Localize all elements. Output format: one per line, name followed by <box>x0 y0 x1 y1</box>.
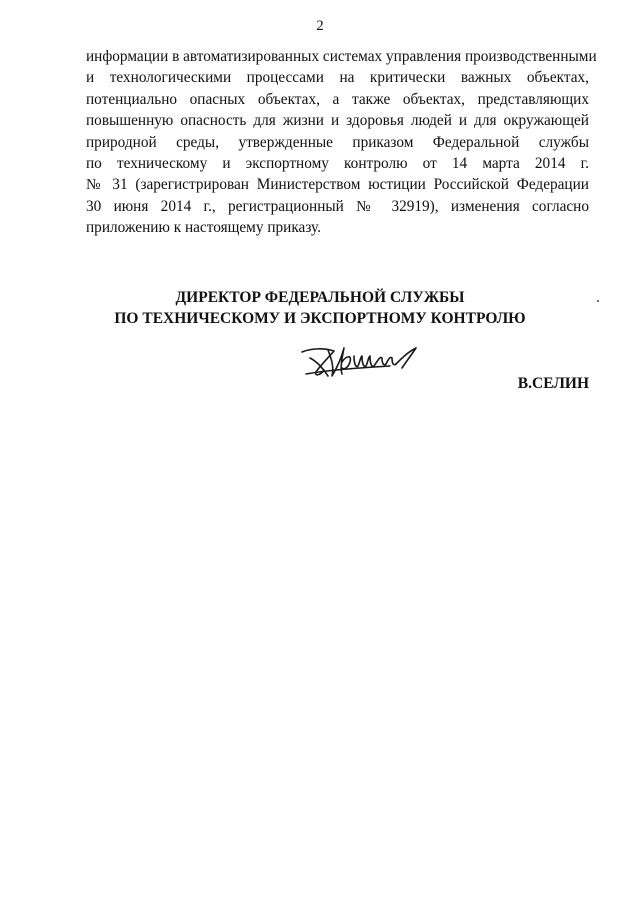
body-line: № 31 (зарегистрирован Министерством юстиции Российской Федерации <box>86 176 589 194</box>
body-line: природной среды, утвержденные приказом Федеральной службы <box>86 133 589 151</box>
signatory-title-line-1: ДИРЕКТОР ФЕДЕРАЛЬНОЙ СЛУЖБЫ <box>175 289 465 306</box>
body-line: повышенную опасность для жизни и здоровья людей и для окружающей <box>86 112 589 130</box>
body-line: 30 июня 2014 г., регистрационный № 32919), изменения согласно <box>86 197 589 215</box>
signatory-title-line-2: ПО ТЕХНИЧЕСКОМУ И ЭКСПОРТНОМУ КОНТРОЛЮ <box>114 310 526 327</box>
body-paragraph <box>86 46 597 239</box>
body-line: информации в автоматизированных системах управления производственными <box>86 48 597 65</box>
signer-name: В.СЕЛИН <box>517 375 589 392</box>
handwritten-signature <box>298 336 428 386</box>
page-number: 2 <box>316 18 324 34</box>
signatory-title <box>0 287 640 329</box>
scan-speck <box>597 300 599 302</box>
body-line: потенциально опасных объектах, а также объектах, представляющих <box>86 90 589 108</box>
body-line: по техническому и экспортному контролю от 14 марта 2014 г. <box>86 155 589 173</box>
body-line: и технологическими процессами на критически важных объектах, <box>86 69 589 87</box>
body-line: приложению к настоящему приказу. <box>86 219 321 237</box>
